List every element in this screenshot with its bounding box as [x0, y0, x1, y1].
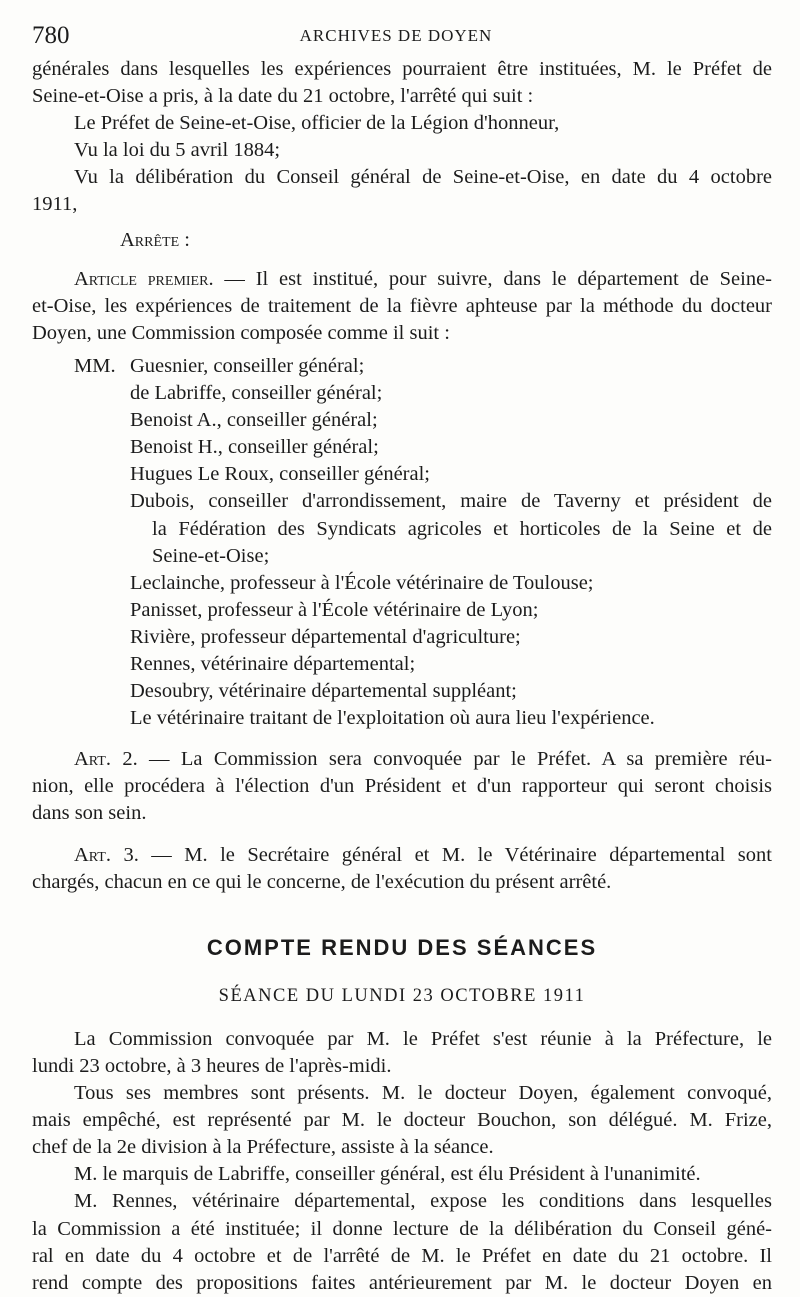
arrete-label: Arrête :: [120, 228, 190, 251]
section-title: COMPTE RENDU DES SÉANCES: [206, 934, 598, 960]
page-number: 780: [32, 22, 70, 49]
intro-line: 1911,: [32, 193, 78, 216]
member-item: Rivière, professeur départemental d'agriculture;: [130, 625, 521, 648]
member-item: Le vétérinaire traitant de l'exploitation où aura lieu l'expérience.: [130, 707, 655, 730]
seance-line: mais empêché, est représenté par M. le docteur Bouchon, son délégué. M. Frize,: [32, 1109, 772, 1132]
article2-line: [32, 746, 772, 773]
intro-line: Vu la délibération du Conseil général de Seine-et-Oise, en date du 4 octobre: [74, 166, 772, 189]
article1-line: Doyen, une Commission composée comme il suit :: [32, 321, 450, 344]
member-item-cont: Seine-et-Oise;: [152, 544, 270, 567]
article1-line: et-Oise, les expériences de traitement de la fièvre aphteuse par la méthode du docteur: [32, 294, 772, 317]
intro-line: Seine-et-Oise a pris, à la date du 21 octobre, l'arrêté qui suit :: [32, 85, 534, 108]
article1-line: [32, 266, 772, 293]
seance-line: M. Rennes, vétérinaire départemental, expose les conditions dans lesquelles: [74, 1190, 772, 1213]
page-body: [32, 56, 772, 1297]
member-item: Hugues Le Roux, conseiller général;: [130, 463, 431, 486]
article2-line: nion, elle procédera à l'élection d'un Président et d'un rapporteur qui seront choisis: [32, 775, 772, 798]
member-item: de Labriffe, conseiller général;: [130, 382, 383, 405]
intro-line: Le Préfet de Seine-et-Oise, officier de la Légion d'honneur,: [74, 112, 560, 135]
seance-line: Tous ses membres sont présents. M. le docteur Doyen, également convoqué,: [74, 1082, 772, 1105]
member-item: Benoist A., conseiller général;: [130, 409, 378, 432]
member-item: Panisset, professeur à l'École vétérinaire de Lyon;: [130, 598, 539, 621]
article3-label: Art. 3.: [74, 843, 139, 866]
members-list: [32, 353, 772, 732]
seance-line: la Commission a été instituée; il donne lecture de la délibération du Conseil géné-: [32, 1217, 772, 1240]
article2-label: Art. 2.: [74, 748, 138, 771]
member-item: Rennes, vétérinaire départemental;: [130, 652, 416, 675]
intro-line: générales dans lesquelles les expériences pourraient être instituées, M. le Préfet de: [32, 58, 772, 80]
seance-line: La Commission convoquée par M. le Préfet s'est réunie à la Préfecture, le: [74, 1027, 772, 1050]
seance-line: rend compte des propositions faites antérieurement par M. le docteur Doyen en: [32, 1271, 772, 1294]
intro-line: Vu la loi du 5 avril 1884;: [74, 139, 281, 162]
article2-text: — La Commission sera convoquée par le Préfet. A sa première réu-: [137, 748, 772, 771]
article3-line: [32, 842, 772, 869]
member-item: Desoubry, vétérinaire départemental suppléant;: [130, 680, 517, 703]
member-item: Dubois, conseiller d'arrondissement, maire de Taverny et président de: [130, 490, 772, 513]
seance-line: ral en date du 4 octobre et de l'arrêté de M. le Préfet en date du 21 octobre. Il: [32, 1244, 772, 1267]
seance-line: lundi 23 octobre, à 3 heures de l'après-midi.: [32, 1055, 392, 1077]
article1-label: Article premier.: [74, 267, 214, 290]
article1-text: — Il est institué, pour suivre, dans le département de Seine-: [213, 267, 772, 290]
member-item: MM. Guesnier, conseiller général;: [74, 353, 772, 380]
mm-label: MM.: [74, 354, 116, 377]
article3-line: chargés, chacun en ce qui le concerne, de l'exécution du présent arrêté.: [32, 870, 612, 893]
article3-text: — M. le Secrétaire général et M. le Vétérinaire départemental sont: [138, 843, 772, 866]
member-item: Benoist H., conseiller général;: [130, 436, 379, 459]
running-head: ARCHIVES DE DOYEN: [299, 26, 493, 45]
page-header: [32, 14, 760, 54]
seance-line: chef de la 2e division à la Préfecture, assiste à la séance.: [32, 1136, 494, 1159]
section-subtitle: SÉANCE DU LUNDI 23 OCTOBRE 1911: [218, 985, 586, 1006]
article2-line: dans son sein.: [32, 802, 147, 825]
seance-line: M. le marquis de Labriffe, conseiller général, est élu Président à l'unanimité.: [74, 1163, 701, 1186]
member-item-cont: la Fédération des Syndicats agricoles et horticoles de la Seine et de: [152, 517, 772, 540]
member-item: Leclainche, professeur à l'École vétérinaire de Toulouse;: [130, 571, 594, 594]
